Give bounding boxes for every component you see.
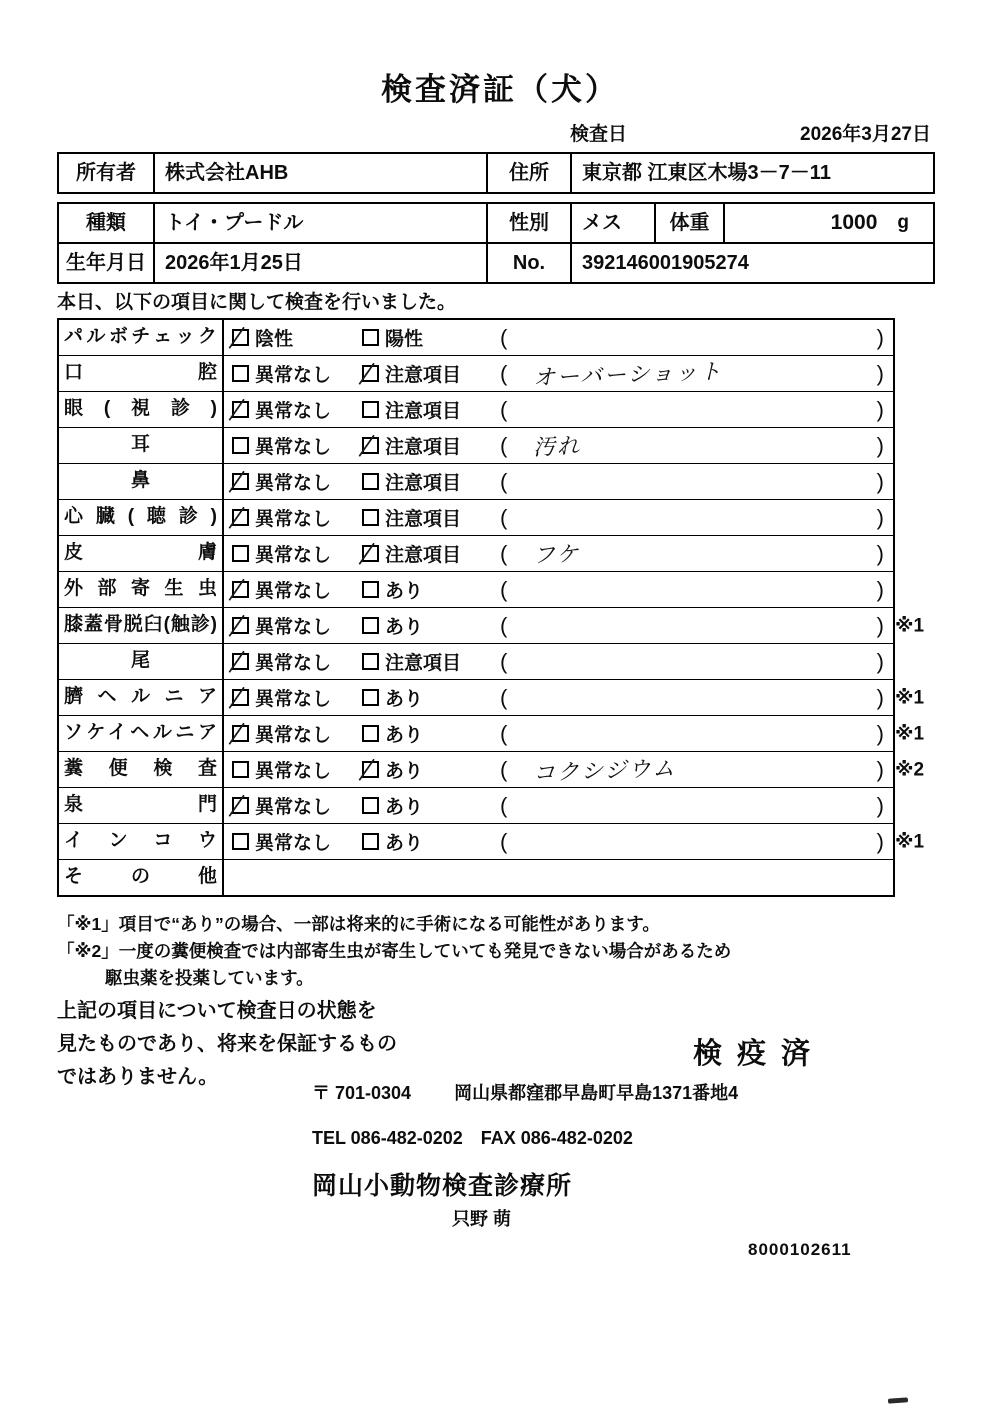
row-label: 外部寄生虫 xyxy=(59,572,224,607)
option2-checkbox xyxy=(362,797,379,814)
paren-open: ( xyxy=(500,432,508,458)
paren-close: ) xyxy=(876,324,884,350)
inspection-row xyxy=(59,391,893,427)
paren-close: ) xyxy=(876,504,884,530)
option2 xyxy=(362,684,500,711)
inspection-row xyxy=(59,787,893,823)
clinic-address: 岡山県都窪郡早島町早島1371番地4 xyxy=(454,1083,739,1103)
row-label: パルボチェック xyxy=(59,320,224,355)
document-code: 8000102611 xyxy=(748,1240,852,1259)
paren-open: ( xyxy=(500,756,508,782)
note-wrap xyxy=(507,507,876,529)
option1-checkbox xyxy=(232,473,249,490)
owner-value: 株式会社AHB xyxy=(155,154,488,192)
row-label: 心臓(聴診) xyxy=(59,500,224,535)
row-mark: ※1 xyxy=(895,687,925,708)
paren-close: ) xyxy=(876,540,884,566)
option2-checkbox xyxy=(362,689,379,706)
inspection-row xyxy=(59,499,893,535)
option1 xyxy=(232,612,362,639)
option2-checkbox xyxy=(362,617,379,634)
option1 xyxy=(232,468,362,495)
row-content xyxy=(224,824,925,859)
note-wrap xyxy=(507,327,876,349)
paren-close: ) xyxy=(876,396,884,422)
paren-close: ) xyxy=(876,756,884,782)
paren-open: ( xyxy=(500,504,508,530)
row-label: 臍ヘルニア xyxy=(59,680,224,715)
note-wrap xyxy=(507,399,876,421)
row-content xyxy=(224,752,925,787)
row-content xyxy=(224,680,925,715)
breed-row xyxy=(59,204,933,242)
option1-checkbox xyxy=(232,653,249,670)
option2-label: 注意項目 xyxy=(385,401,462,422)
sex-value: メス xyxy=(572,204,656,242)
birth-value: 2026年1月25日 xyxy=(155,244,488,282)
row-mark: ※2 xyxy=(895,759,925,780)
weight-cell xyxy=(725,204,933,242)
row-content xyxy=(224,500,893,535)
option2-label: あり xyxy=(385,617,424,638)
paren-open: ( xyxy=(500,792,508,818)
option1-label: 異常なし xyxy=(255,581,332,602)
inspection-row xyxy=(59,463,893,499)
option1-checkbox xyxy=(232,401,249,418)
paren-open: ( xyxy=(500,828,508,854)
inspection-row xyxy=(59,751,925,787)
option1 xyxy=(232,756,362,783)
option1-label: 異常なし xyxy=(255,833,332,854)
option1 xyxy=(232,324,362,351)
row-label: 膝蓋骨脱臼(触診) xyxy=(59,608,224,643)
paren-open: ( xyxy=(500,324,508,350)
option2-label: あり xyxy=(385,797,424,818)
paren-open: ( xyxy=(500,468,508,494)
note-wrap xyxy=(507,430,876,461)
option2 xyxy=(362,792,500,819)
option1-checkbox xyxy=(232,365,249,382)
owner-info-table xyxy=(57,152,935,194)
option2-label: あり xyxy=(385,725,424,746)
option1-label: 異常なし xyxy=(255,401,332,422)
paren-open: ( xyxy=(500,720,508,746)
option2-label: 注意項目 xyxy=(385,365,462,386)
paren-open: ( xyxy=(500,684,508,710)
option1-label: 異常なし xyxy=(255,473,332,494)
option1-checkbox xyxy=(232,617,249,634)
note-wrap xyxy=(224,867,884,889)
no-value: 392146001905274 xyxy=(582,252,749,274)
inspection-row xyxy=(59,607,925,643)
option2-checkbox xyxy=(362,761,379,778)
row-label: 鼻 xyxy=(59,464,224,499)
weight-unit: g xyxy=(897,212,909,233)
option2-label: 注意項目 xyxy=(385,437,462,458)
inspection-row xyxy=(59,859,893,895)
option1-checkbox xyxy=(232,761,249,778)
inspection-date-row xyxy=(57,119,935,145)
no-label: No. xyxy=(488,244,572,282)
option2 xyxy=(362,432,500,459)
option2-label: 注意項目 xyxy=(385,653,462,674)
option1-label: 異常なし xyxy=(255,365,332,386)
address-value: 東京都 江東区木場3－7－11 xyxy=(582,162,831,184)
row-content xyxy=(224,608,925,643)
scan-artifact xyxy=(888,1397,908,1403)
option2-checkbox xyxy=(362,473,379,490)
option2-label: 注意項目 xyxy=(385,509,462,530)
option1-checkbox xyxy=(232,833,249,850)
row-mark: ※1 xyxy=(895,831,925,852)
option2-checkbox xyxy=(362,509,379,526)
inspection-row xyxy=(59,355,893,391)
option2 xyxy=(362,576,500,603)
inspection-row xyxy=(59,679,925,715)
quarantine-stamp: 検疫済 xyxy=(693,1038,826,1070)
option2-label: 注意項目 xyxy=(385,473,462,494)
sex-label: 性別 xyxy=(488,204,572,242)
inspection-row xyxy=(59,535,893,571)
row-content xyxy=(224,716,925,751)
note-wrap xyxy=(507,754,876,785)
paren-close: ) xyxy=(876,720,884,746)
option2-checkbox xyxy=(362,365,379,382)
inspection-row xyxy=(59,571,893,607)
option2-label: あり xyxy=(385,689,424,710)
option2 xyxy=(362,360,500,387)
option2 xyxy=(362,720,500,747)
option2 xyxy=(362,648,500,675)
row-content xyxy=(224,860,893,895)
option1-label: 異常なし xyxy=(255,437,332,458)
row-content xyxy=(224,464,893,499)
animal-info-table xyxy=(57,202,935,284)
birth-row xyxy=(59,242,933,282)
option2 xyxy=(362,828,500,855)
row-label: 眼(視診) xyxy=(59,392,224,427)
disclaimer-line-3: ではありません。 xyxy=(57,1066,219,1088)
option1 xyxy=(232,828,362,855)
inspection-date-value: 2026年3月27日 xyxy=(800,124,931,145)
option1-checkbox xyxy=(232,437,249,454)
clinic-tel-line: TEL 086-482-0202 FAX 086-482-0202 xyxy=(312,1128,633,1148)
paren-close: ) xyxy=(876,648,884,674)
disclaimer-line-2: 見たものであり、将来を保証するもの xyxy=(57,1033,397,1055)
footnote-2: 「※2」一度の糞便検査では内部寄生虫が寄生していても発見できない場合があるため xyxy=(57,941,732,961)
note-wrap xyxy=(507,723,876,745)
paren-close: ) xyxy=(876,792,884,818)
row-label: 口腔 xyxy=(59,356,224,391)
clinic-postal-line xyxy=(312,1079,738,1105)
row-label: 尾 xyxy=(59,644,224,679)
address-label: 住所 xyxy=(488,154,572,192)
paren-open: ( xyxy=(500,360,508,386)
note-wrap xyxy=(507,358,876,392)
option2-label: あり xyxy=(385,761,424,782)
option1-checkbox xyxy=(232,509,249,526)
page-title: 検査済証（犬） xyxy=(381,72,619,107)
note-wrap xyxy=(507,795,876,817)
option2-label: あり xyxy=(385,581,424,602)
option2-checkbox xyxy=(362,437,379,454)
row-label: その他 xyxy=(59,860,224,895)
row-content xyxy=(224,356,893,391)
paren-close: ) xyxy=(876,576,884,602)
clinic-postal-code: 〒 701-0304 xyxy=(312,1083,412,1103)
option1-label: 異常なし xyxy=(255,725,332,746)
inspection-row xyxy=(59,643,893,679)
row-content xyxy=(224,392,893,427)
footnotes xyxy=(57,911,731,992)
option1-checkbox xyxy=(232,545,249,562)
paren-close: ) xyxy=(876,468,884,494)
row-content xyxy=(224,320,893,355)
option1 xyxy=(232,540,362,567)
note-text: 汚れ xyxy=(532,434,582,461)
row-content xyxy=(224,428,893,463)
option1 xyxy=(232,504,362,531)
footnote-3: 駆虫薬を投薬しています。 xyxy=(105,968,314,988)
option1-label: 異常なし xyxy=(255,797,332,818)
option1-label: 陰性 xyxy=(255,329,294,350)
option1-checkbox xyxy=(232,725,249,742)
option2-checkbox xyxy=(362,653,379,670)
weight-label: 体重 xyxy=(656,204,725,242)
option1-checkbox xyxy=(232,797,249,814)
paren-close: ) xyxy=(876,432,884,458)
clinic-name: 岡山小動物検査診療所 xyxy=(312,1172,573,1200)
paren-open: ( xyxy=(500,612,508,638)
row-label: 糞便検査 xyxy=(59,752,224,787)
footnote-1: 「※1」項目で“あり”の場合、一部は将来的に手術になる可能性があります。 xyxy=(57,914,660,934)
paren-open: ( xyxy=(500,540,508,566)
row-content xyxy=(224,572,893,607)
row-mark: ※1 xyxy=(895,723,925,744)
paren-close: ) xyxy=(876,828,884,854)
paren-open: ( xyxy=(500,576,508,602)
option2 xyxy=(362,324,500,351)
option1-checkbox xyxy=(232,581,249,598)
row-content xyxy=(224,644,893,679)
option2-checkbox xyxy=(362,401,379,418)
weight-value: 1000 xyxy=(830,211,878,234)
inspection-row xyxy=(59,320,893,355)
option2-checkbox xyxy=(362,833,379,850)
option2 xyxy=(362,468,500,495)
paren-close: ) xyxy=(876,612,884,638)
option1-label: 異常なし xyxy=(255,617,332,638)
birth-label: 生年月日 xyxy=(59,244,155,282)
inspection-table xyxy=(57,318,925,897)
option1-label: 異常なし xyxy=(255,653,332,674)
paren-open: ( xyxy=(500,396,508,422)
paren-close: ) xyxy=(876,360,884,386)
owner-row xyxy=(59,154,933,192)
option2-checkbox xyxy=(362,725,379,742)
option1 xyxy=(232,648,362,675)
row-label: インコウ xyxy=(59,824,224,859)
option2-checkbox xyxy=(362,581,379,598)
note-wrap xyxy=(507,831,876,853)
option1-checkbox xyxy=(232,329,249,346)
breed-label: 種類 xyxy=(59,204,155,242)
option2 xyxy=(362,504,500,531)
row-mark: ※1 xyxy=(895,615,925,636)
inspection-date-label: 検査日 xyxy=(570,124,628,145)
option2 xyxy=(362,396,500,423)
option1 xyxy=(232,684,362,711)
option2-checkbox xyxy=(362,545,379,562)
note-wrap xyxy=(507,615,876,637)
option2-label: 陽性 xyxy=(385,329,424,350)
option2 xyxy=(362,612,500,639)
row-label: 皮膚 xyxy=(59,536,224,571)
option2-label: 注意項目 xyxy=(385,545,462,566)
paren-open: ( xyxy=(500,648,508,674)
option1 xyxy=(232,792,362,819)
paren-close: ) xyxy=(876,684,884,710)
option1 xyxy=(232,360,362,387)
note-wrap xyxy=(507,579,876,601)
row-label: ソケイヘルニア xyxy=(59,716,224,751)
inspection-row xyxy=(59,427,893,463)
row-label: 泉門 xyxy=(59,788,224,823)
note-wrap xyxy=(507,687,876,709)
row-content xyxy=(224,788,893,823)
disclaimer-line-1: 上記の項目について検査日の状態を xyxy=(57,1000,377,1022)
option2-label: あり xyxy=(385,833,424,854)
owner-label: 所有者 xyxy=(59,154,155,192)
option1 xyxy=(232,576,362,603)
note-text: オーバーショット xyxy=(533,359,724,392)
option1 xyxy=(232,720,362,747)
inspection-row xyxy=(59,823,925,859)
option2-checkbox xyxy=(362,329,379,346)
note-wrap xyxy=(507,651,876,673)
note-text: フケ xyxy=(532,542,582,569)
option1-label: 異常なし xyxy=(255,509,332,530)
option1 xyxy=(232,432,362,459)
intro-text: 本日、以下の項目に関して検査を行いました。 xyxy=(57,292,457,313)
option2 xyxy=(362,756,500,783)
note-wrap xyxy=(507,538,876,569)
option2 xyxy=(362,540,500,567)
option1-checkbox xyxy=(232,689,249,706)
row-label: 耳 xyxy=(59,428,224,463)
option1-label: 異常なし xyxy=(255,545,332,566)
note-text: コクシジウム xyxy=(533,756,678,787)
option1-label: 異常なし xyxy=(255,689,332,710)
inspector-name: 只野 萌 xyxy=(452,1209,512,1229)
note-wrap xyxy=(507,471,876,493)
breed-value: トイ・プードル xyxy=(155,204,488,242)
option1-label: 異常なし xyxy=(255,761,332,782)
option1 xyxy=(232,396,362,423)
inspection-row xyxy=(59,715,925,751)
row-content xyxy=(224,536,893,571)
